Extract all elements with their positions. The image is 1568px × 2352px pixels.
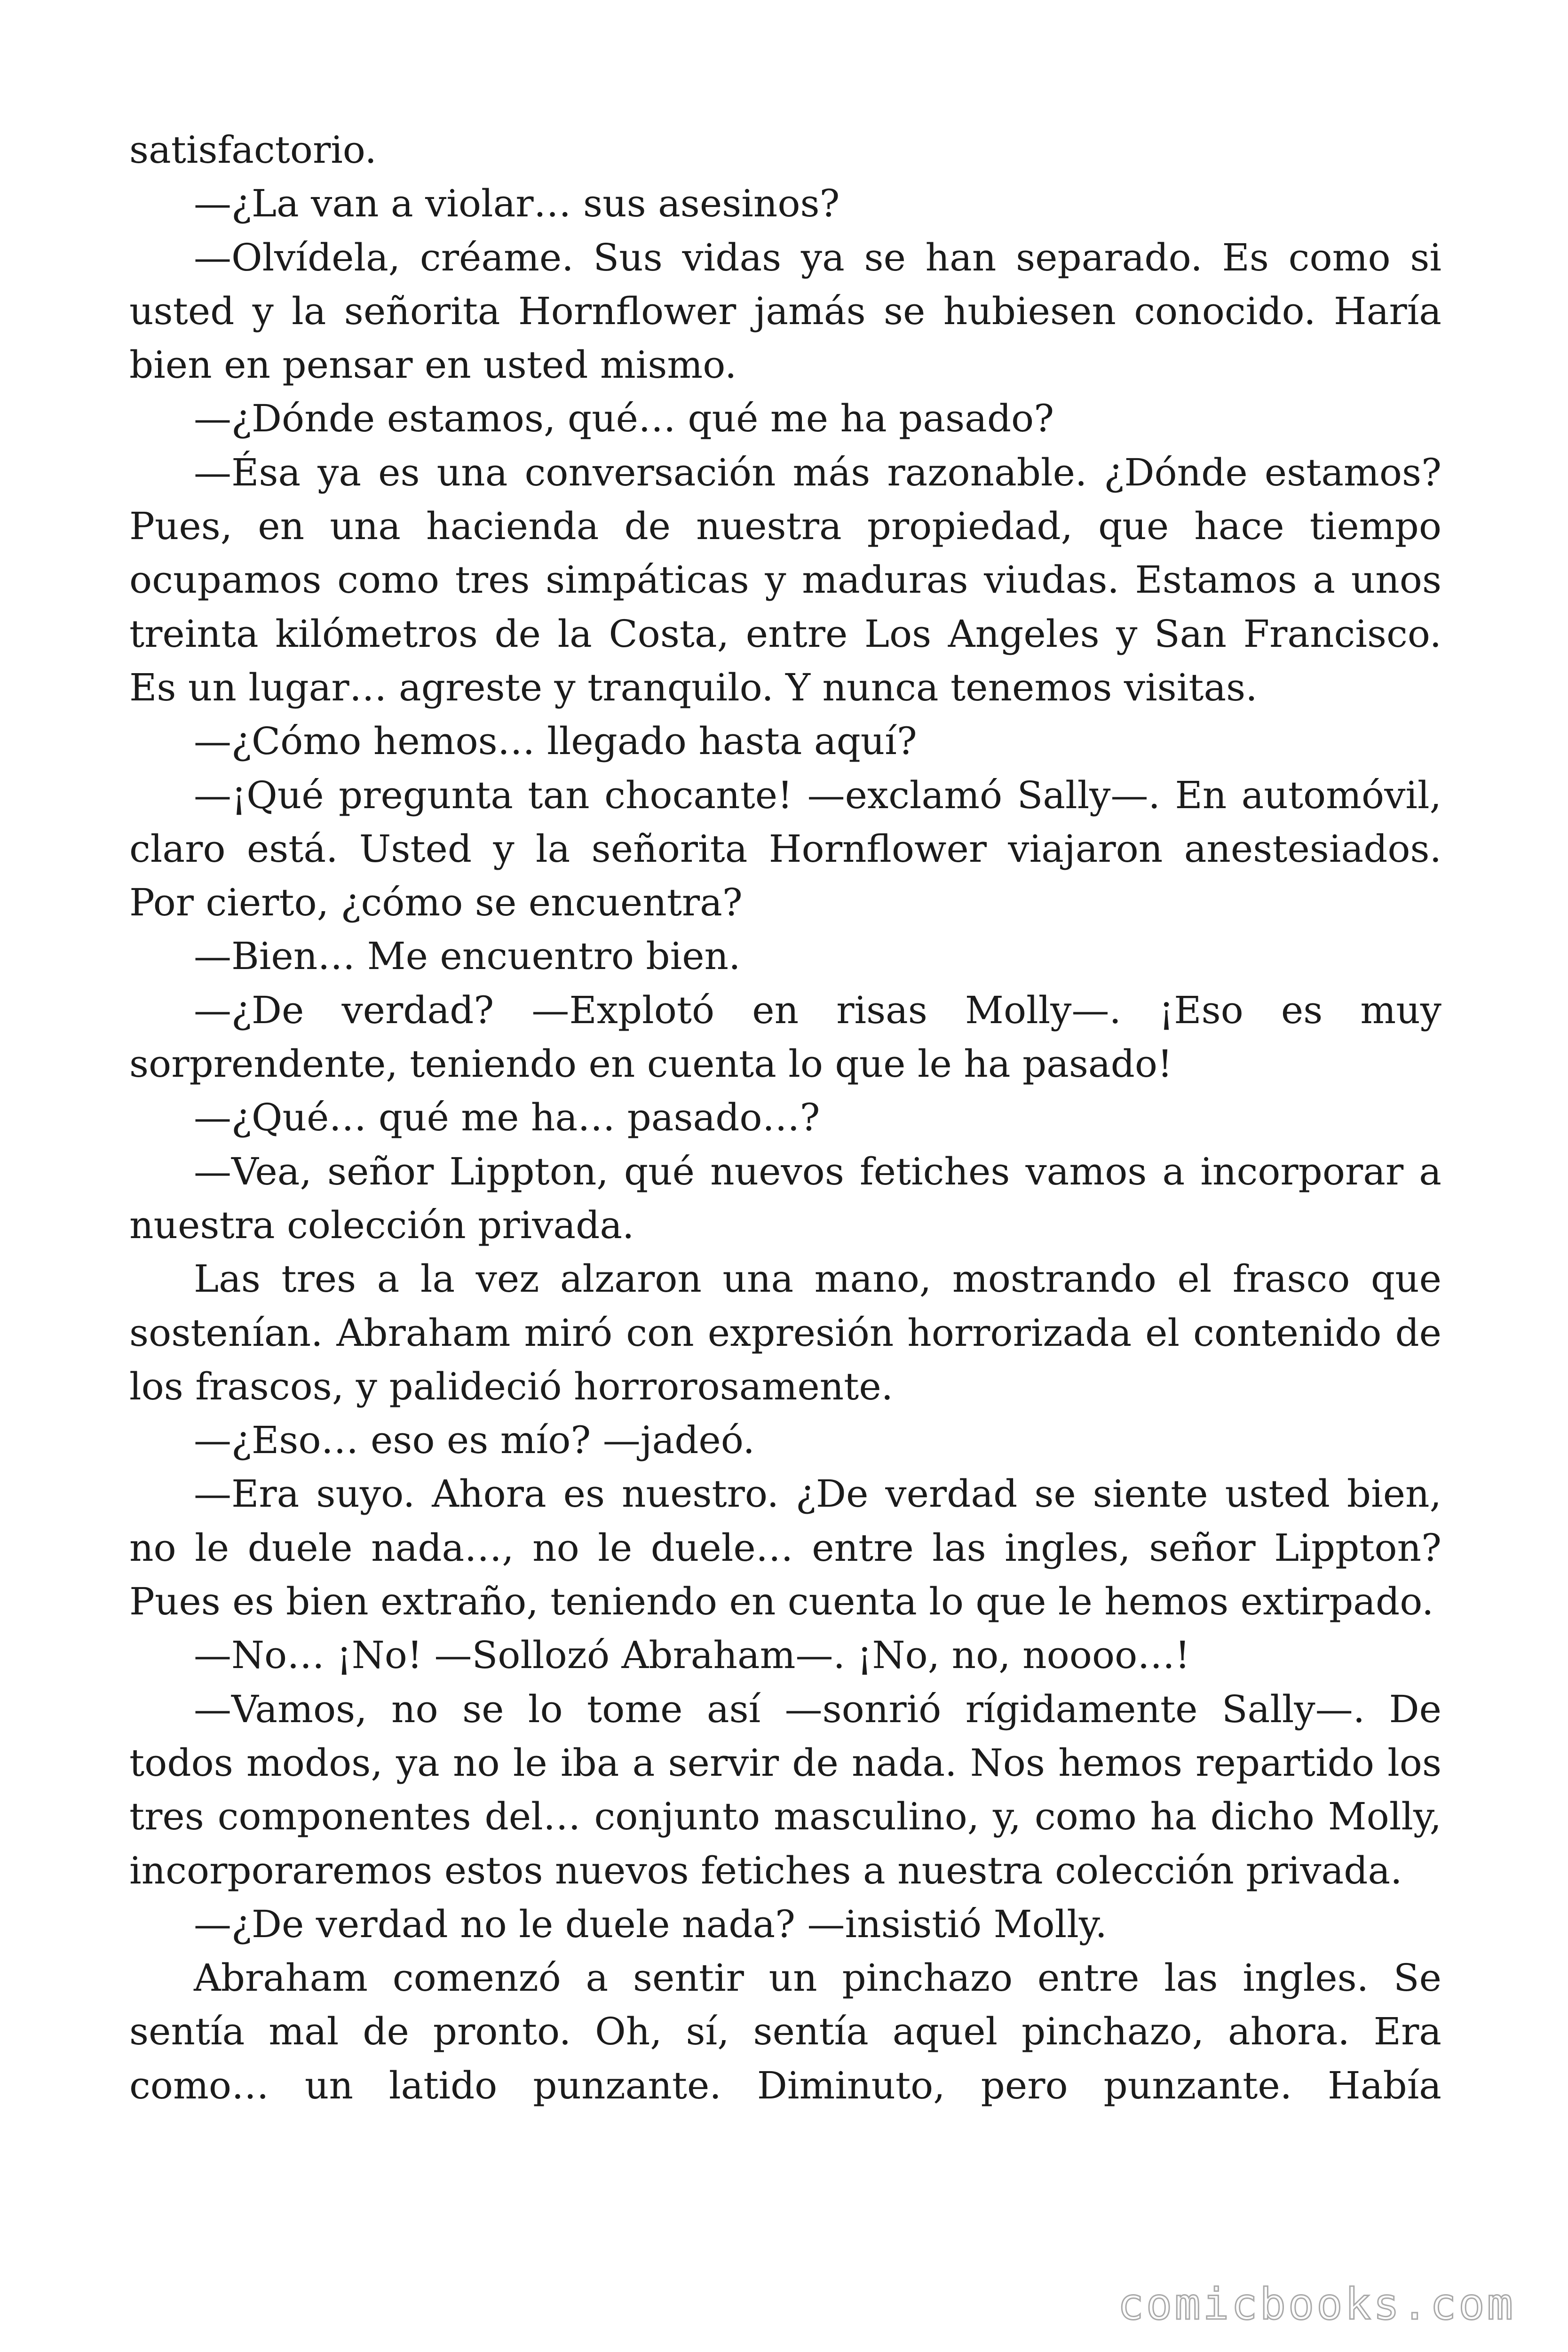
paragraph: —Vea, señor Lippton, qué nuevos fetiches vamos a incorporar a nuestra colección privada. — [129, 1149, 1441, 1247]
paragraph: —¿De verdad no le duele nada? —insistió Molly. — [194, 1902, 1107, 1946]
paragraph: —¿La van a violar… sus asesinos? — [194, 182, 840, 226]
paragraph: —¿Dónde estamos, qué… qué me ha pasado? — [194, 397, 1054, 441]
paragraph: —Era suyo. Ahora es nuestro. ¿De verdad se siente usted bien, no le duele nada…, no le duele… entre las ingles, señor Lippton? Pues es bien extraño, teniendo en cuenta lo que le hemos extirpado. — [129, 1472, 1441, 1624]
paragraph: —¿Eso… eso es mío? —jadeó. — [194, 1418, 755, 1462]
watermark: comicbooks.com — [1117, 2279, 1515, 2329]
paragraph: —¡Qué pregunta tan chocante! —exclamó Sally—. En automóvil, claro está. Usted y la señorita Hornflower viajaron anestesiados. Por cierto, ¿cómo se encuentra? — [129, 773, 1441, 925]
paragraph: —Vamos, no se lo tome así —sonrió rígidamente Sally—. De todos modos, ya no le iba a servir de nada. Nos hemos repartido los tres componentes del… conjunto masculino, y, como ha dicho Molly, incorporaremos estos nuevos fetiches a nuestra colección privada. — [129, 1687, 1441, 1892]
paragraph: —Bien… Me encuentro bien. — [194, 934, 741, 978]
paragraph: satisfactorio. — [129, 128, 377, 172]
paragraph: Abraham comenzó a sentir un pinchazo entre las ingles. Se sentía mal de pronto. Oh, sí, sentía aquel pinchazo, ahora. Era como… un latido punzante. Diminuto, pero punzante. Había — [129, 1956, 1441, 2107]
paragraph: —¿Cómo hemos… llegado hasta aquí? — [194, 719, 917, 763]
paragraph: —¿Qué… qué me ha… pasado…? — [194, 1096, 820, 1140]
paragraph: —Ésa ya es una conversación más razonable. ¿Dónde estamos? Pues, en una hacienda de nuestra propiedad, que hace tiempo ocupamos como tres simpáticas y maduras viudas. Estamos a unos treinta kilómetros de la Costa, entre Los Angeles y San Francisco. Es un lugar… agreste y tranquilo. Y nunca tenemos visitas. — [129, 450, 1441, 709]
paragraph: —¿De verdad? —Explotó en risas Molly—. ¡Eso es muy sorprendente, teniendo en cuenta lo que le ha pasado! — [129, 988, 1441, 1086]
page-body — [129, 123, 1441, 2113]
paragraph: —No… ¡No! —Sollozó Abraham—. ¡No, no, noooo…! — [194, 1633, 1190, 1677]
paragraph: Las tres a la vez alzaron una mano, mostrando el frasco que sostenían. Abraham miró con expresión horrorizada el contenido de los frascos, y palideció horrorosamente. — [129, 1257, 1441, 1408]
paragraph: —Olvídela, créame. Sus vidas ya se han separado. Es como si usted y la señorita Hornflower jamás se hubiesen conocido. Haría bien en pensar en usted mismo. — [129, 235, 1441, 387]
